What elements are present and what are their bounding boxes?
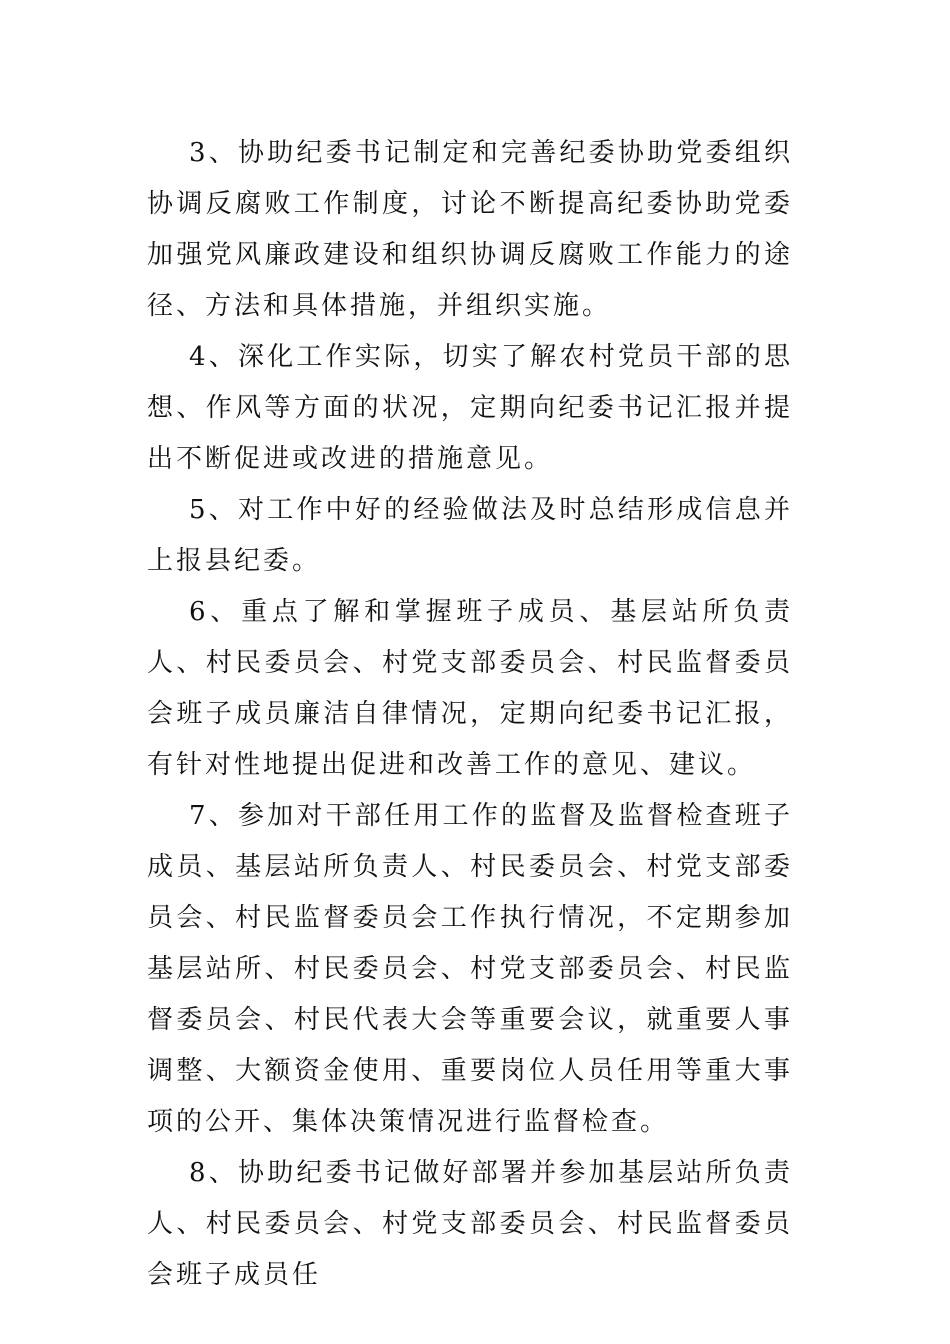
paragraph-item-8: 8、协助纪委书记做好部署并参加基层站所负责人、村民委员会、村党支部委员会、村民监督委员会班子成员任 (147, 1158, 793, 1290)
paragraph-item-7: 7、参加对干部任用工作的监督及监督检查班子成员、基层站所负责人、村民委员会、村党支部委员会、村民监督委员会工作执行情况，不定期参加基层站所、村民委员会、村党支部委员会、村民监督委员会、村民代表大会等重要会议，就重要人事调整、大额资金使用、重要岗位人员任用等重大事项的公开、集体决策情况进行监督检查。 (147, 801, 793, 1137)
document-body (147, 128, 793, 1301)
paragraph-item-5: 5、对工作中好的经验做法及时总结形成信息并上报县纪委。 (147, 495, 793, 576)
paragraph-item-3: 3、协助纪委书记制定和完善纪委协助党委组织协调反腐败工作制度，讨论不断提高纪委协助党委加强党风廉政建设和组织协调反腐败工作能力的途径、方法和具体措施，并组织实施。 (147, 138, 793, 321)
paragraph-item-4: 4、深化工作实际，切实了解农村党员干部的思想、作风等方面的状况，定期向纪委书记汇报并提出不断促进或改进的措施意见。 (147, 342, 793, 474)
paragraph-item-6: 6、重点了解和掌握班子成员、基层站所负责人、村民委员会、村党支部委员会、村民监督委员会班子成员廉洁自律情况，定期向纪委书记汇报，有针对性地提出促进和改善工作的意见、建议。 (147, 597, 793, 780)
